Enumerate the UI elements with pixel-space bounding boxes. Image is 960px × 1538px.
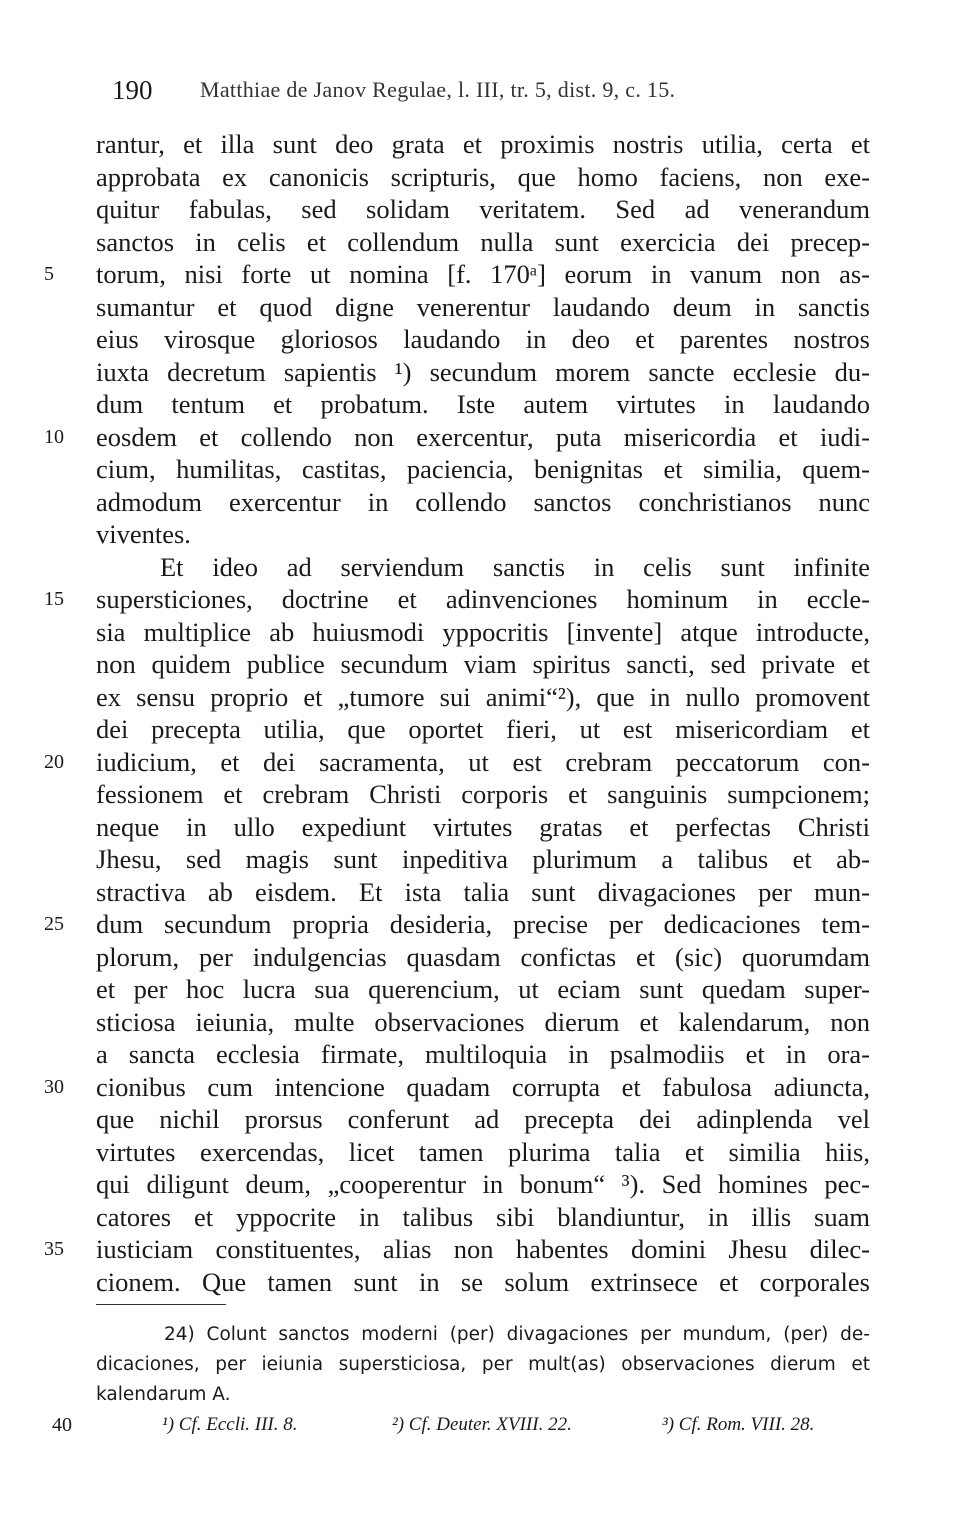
line-text: cionem. Que tamen sunt in se solum extrinsece et corporales <box>96 1266 870 1297</box>
text-line <box>0 486 960 519</box>
line-text: torum, nisi forte ut nomina [f. 170ᵃ] eorum in vanum non as- <box>96 259 870 289</box>
footnote-text: dicaciones, per ieiunia supersticiosa, per mult(as) observaciones dierum et <box>96 1354 870 1375</box>
text-line <box>0 421 960 454</box>
text-line <box>0 746 960 779</box>
line-text: approbata ex canonicis scripturis, que homo faciens, non exe- <box>96 161 870 192</box>
reference-note: ¹) Cf. Eccli. III. 8. <box>162 1414 298 1435</box>
line-text: sia multiplice ab huiusmodi yppocritis [invente] atque introducte, <box>96 616 870 647</box>
text-line <box>0 1103 960 1136</box>
line-text: neque in ullo expediunt virtutes gratas et perfectas Christi <box>96 811 870 842</box>
line-number: 35 <box>44 1238 64 1260</box>
text-line <box>0 908 960 941</box>
line-text: viventes. <box>96 519 191 549</box>
line-number: 25 <box>44 913 64 935</box>
footnote-rule <box>96 1304 226 1305</box>
line-text: plorum, per indulgencias quasdam confictas et (sic) quorumdam <box>96 941 870 972</box>
running-head: Matthiae de Janov Regulae, l. III, tr. 5, dist. 9, c. 15. <box>200 77 676 102</box>
text-line <box>0 973 960 1006</box>
line-text: ex sensu proprio et „tumore sui animi“²), que in nullo promovent <box>96 681 870 712</box>
main-text <box>0 128 960 1298</box>
line-number: 30 <box>44 1075 64 1098</box>
line-text: dum secundum propria desideria, precise per dedicaciones tem- <box>96 909 870 939</box>
line-number: 15 <box>44 588 64 610</box>
text-line <box>0 616 960 649</box>
line-text: eius virosque gloriosos laudando in deo et parentes nostros <box>96 324 870 354</box>
text-line <box>0 811 960 844</box>
line-text: iuxta decretum sapientis ¹) secundum morem sancte ecclesie du- <box>96 356 870 387</box>
line-text: sumantur et quod digne venerentur laudando deum in sanctis <box>96 291 870 322</box>
line-text: non quidem publice secundum viam spiritus sancti, sed private et <box>96 649 870 679</box>
text-line <box>0 1136 960 1169</box>
text-line <box>0 226 960 259</box>
line-text: virtutes exercendas, licet tamen plurima talia et similia hiis, <box>96 1136 870 1167</box>
footnote-text: 24) Colunt sanctos moderni (per) divagaciones per mundum, (per) de- <box>164 1324 870 1345</box>
text-line <box>0 453 960 486</box>
line-text: eosdem et collendo non exercentur, puta misericordia et iudi- <box>96 421 870 452</box>
line-text: admodum exercentur in collendo sanctos conchristianos nunc <box>96 486 870 517</box>
line-text: sanctos in celis et collendum nulla sunt exercicia dei precep- <box>96 226 870 257</box>
text-line <box>0 161 960 194</box>
text-line <box>0 193 960 226</box>
text-line <box>0 291 960 324</box>
text-line <box>0 713 960 746</box>
text-line <box>0 1038 960 1071</box>
line-text: cionibus cum intencione quadam corrupta et fabulosa adiuncta, <box>96 1071 870 1102</box>
line-text: iudicium, et dei sacramenta, ut est crebram peccatorum con- <box>96 746 870 777</box>
text-line <box>0 356 960 389</box>
text-line <box>0 583 960 616</box>
text-line <box>0 1168 960 1201</box>
line-text: dum tentum et probatum. Iste autem virtutes in laudando <box>96 389 870 419</box>
page-number: 190 <box>112 75 153 105</box>
text-line <box>0 1201 960 1234</box>
text-line <box>0 518 960 551</box>
footnote-text: kalendarum A. <box>96 1384 231 1405</box>
text-line <box>0 128 960 161</box>
line-number: 10 <box>44 425 64 448</box>
text-line <box>0 1071 960 1104</box>
line-text: supersticiones, doctrine et adinvenciones hominum in eccle- <box>96 584 870 614</box>
text-line <box>0 648 960 681</box>
line-number: 20 <box>44 750 64 773</box>
reference-note: ³) Cf. Rom. VIII. 28. <box>662 1414 815 1435</box>
line-text: iusticiam constituentes, alias non habentes domini Jhesu dilec- <box>96 1234 870 1264</box>
text-line <box>0 681 960 714</box>
line-text: quitur fabulas, sed solidam veritatem. Sed ad venerandum <box>96 194 870 224</box>
line-text: qui diligunt deum, „cooperentur in bonum“ ³). Sed homines pec- <box>96 1169 870 1199</box>
line-text: Et ideo ad serviendum sanctis in celis sunt infinite <box>160 551 870 582</box>
reference-note: ²) Cf. Deuter. XVIII. 22. <box>392 1414 572 1435</box>
text-line <box>0 876 960 909</box>
text-line <box>0 843 960 876</box>
line-text: a sancta ecclesia firmate, multiloquia in psalmodiis et in ora- <box>96 1039 870 1069</box>
text-line <box>0 323 960 356</box>
text-line <box>0 258 960 291</box>
text-line <box>0 551 960 584</box>
line-text: fessionem et crebram Christi corporis et sanguinis sumpcionem; <box>96 779 870 809</box>
line-text: Jhesu, sed magis sunt inpeditiva plurimum a talibus et ab- <box>96 844 870 874</box>
text-line <box>0 1006 960 1039</box>
reference-notes <box>0 1410 960 1440</box>
line-text: que nichil prorsus conferunt ad precepta dei adinplenda vel <box>96 1104 870 1134</box>
line-number: 40 <box>52 1414 72 1436</box>
text-line <box>0 1266 960 1299</box>
line-text: catores et yppocrite in talibus sibi blandiuntur, in illis suam <box>96 1201 870 1232</box>
line-text: dei precepta utilia, que oportet fieri, ut est misericordiam et <box>96 714 870 744</box>
text-line <box>0 1233 960 1266</box>
line-text: sticiosa ieiunia, multe observaciones dierum et kalendarum, non <box>96 1006 870 1037</box>
line-text: stractiva ab eisdem. Et ista talia sunt divagaciones per mun- <box>96 876 870 907</box>
line-text: et per hoc lucra sua querencium, ut eciam sunt quedam super- <box>96 974 870 1004</box>
line-number: 5 <box>44 263 54 285</box>
page-header <box>0 72 960 108</box>
text-line <box>0 941 960 974</box>
text-line <box>0 388 960 421</box>
footnote-line <box>0 1320 960 1350</box>
line-text: cium, humilitas, castitas, paciencia, benignitas et similia, quem- <box>96 454 870 484</box>
footnote-line <box>0 1350 960 1380</box>
line-text: rantur, et illa sunt deo grata et proximis nostris utilia, certa et <box>96 129 870 159</box>
footnote-block <box>0 1320 960 1410</box>
text-line <box>0 778 960 811</box>
footnote-line <box>0 1380 960 1410</box>
